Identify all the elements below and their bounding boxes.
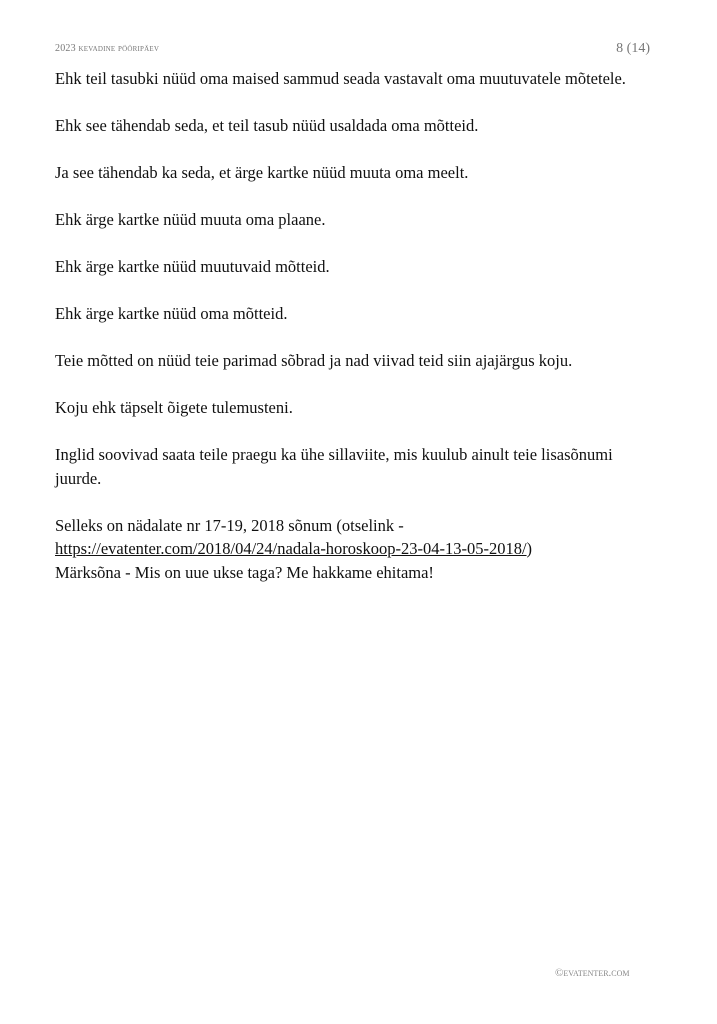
paragraph: Koju ehk täpselt õigete tulemusteni. bbox=[55, 398, 293, 417]
evatenter-link[interactable]: https://evatenter.com/2018/04/24/nadala-horoskoop-23-04-13-05-2018/ bbox=[55, 539, 527, 558]
running-header: 2023 kevadine pööripäev bbox=[55, 43, 160, 54]
link-paragraph bbox=[55, 514, 655, 561]
keyword-line: Märksõna - Mis on uue ukse taga? Me hakkame ehitama! bbox=[55, 562, 434, 582]
link-suffix: ) bbox=[526, 539, 533, 558]
page-number: 8 (14) bbox=[616, 41, 650, 56]
paragraph: Ehk ärge kartke nüüd muutuvaid mõtteid. bbox=[55, 257, 330, 276]
paragraph: Ehk teil tasubki nüüd oma maised sammud seada vastavalt oma muutuvatele mõtetele. bbox=[55, 69, 626, 88]
paragraph: Ehk ärge kartke nüüd muuta oma plaane. bbox=[55, 210, 326, 229]
link-prefix: Selleks on nädalate nr 17-19, 2018 sõnum (otselink - bbox=[55, 515, 404, 535]
paragraph: Ja see tähendab ka seda, et ärge kartke nüüd muuta oma meelt. bbox=[55, 163, 469, 182]
paragraph: Ehk see tähendab seda, et teil tasub nüüd usaldada oma mõtteid. bbox=[55, 116, 479, 135]
paragraph: Inglid soovivad saata teile praegu ka ühe sillaviite, mis kuulub ainult teie lisasõnumi juurde. bbox=[55, 445, 613, 488]
paragraph: Teie mõtted on nüüd teie parimad sõbrad ja nad viivad teid siin ajajärgus koju. bbox=[55, 351, 573, 370]
document-body bbox=[55, 67, 655, 584]
footer-copyright: ©evatenter.com bbox=[555, 967, 630, 979]
paragraph: Ehk ärge kartke nüüd oma mõtteid. bbox=[55, 304, 288, 323]
